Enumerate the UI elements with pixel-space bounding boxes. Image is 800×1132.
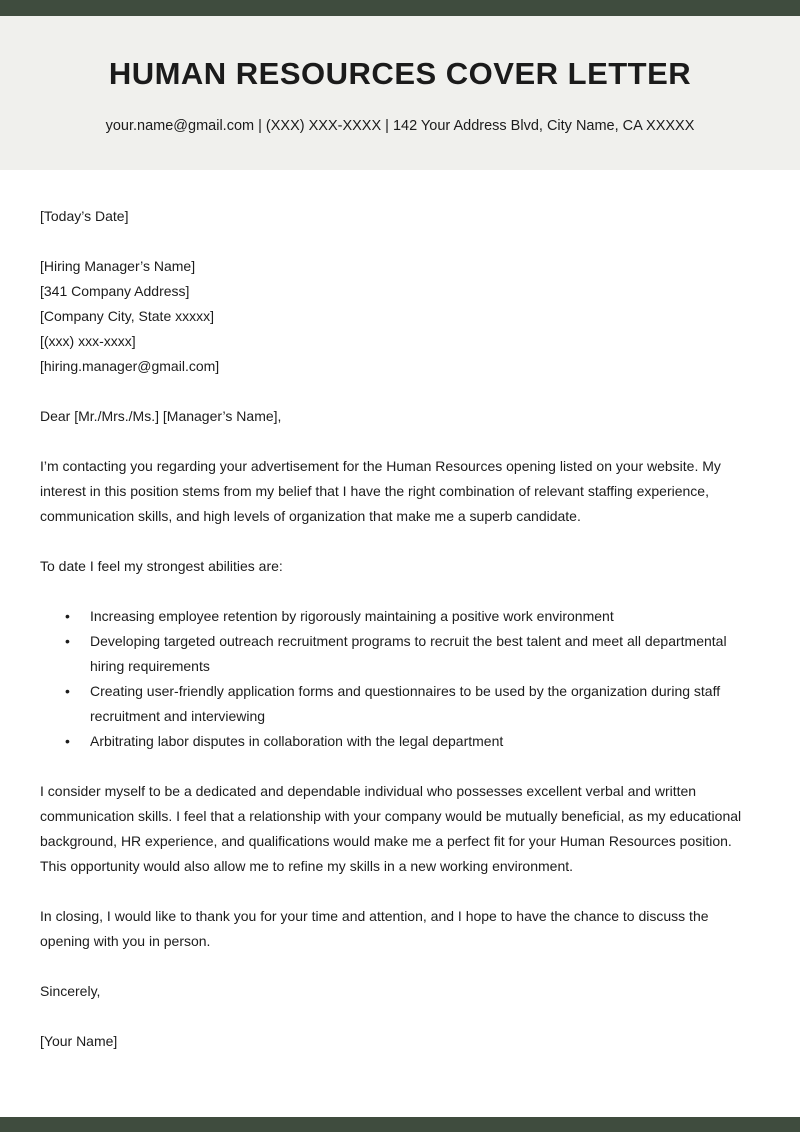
recipient-name: [Hiring Manager’s Name]	[40, 258, 196, 274]
list-item	[40, 679, 760, 729]
list-item	[40, 629, 760, 679]
abilities-lead: To date I feel my strongest abilities are:	[40, 558, 283, 574]
recipient-phone: [(xxx) xxx-xxxx]	[40, 333, 136, 349]
recipient-block	[40, 254, 760, 379]
bullet-text: Increasing employee retention by rigorously maintaining a positive work environment	[90, 608, 614, 624]
salutation: Dear [Mr./Mrs./Ms.] [Manager’s Name],	[40, 408, 282, 424]
page-title: HUMAN RESOURCES COVER LETTER	[108, 56, 692, 91]
date-line: [Today’s Date]	[40, 208, 129, 224]
recipient-address: [341 Company Address]	[40, 283, 190, 299]
top-accent-bar	[0, 0, 800, 16]
recipient-city-state: [Company City, State xxxxx]	[40, 308, 215, 324]
bullet-text: Arbitrating labor disputes in collaboration with the legal department	[90, 733, 504, 749]
recipient-email: [hiring.manager@gmail.com]	[40, 358, 220, 374]
letter-header	[0, 16, 800, 170]
bullet-icon: •	[65, 633, 70, 649]
paragraph-body: I consider myself to be a dedicated and dependable individual who possesses excellent verbal and written communication skills. I feel that a relationship with your company would be mutually beneficial, as my educational background, HR experience, and qualifications would make me a perfect fit for your Human Resources position. This opportunity would also allow me to refine my skills in a new working environment.	[40, 783, 742, 874]
abilities-list	[40, 604, 760, 754]
bullet-icon: •	[65, 733, 70, 749]
paragraph-closing: In closing, I would like to thank you for your time and attention, and I hope to have the chance to discuss the opening with you in person.	[40, 908, 709, 949]
signature-name: [Your Name]	[40, 1033, 118, 1049]
list-item	[40, 729, 760, 754]
bottom-accent-bar	[0, 1117, 800, 1132]
contact-info-line: your.name@gmail.com | (XXX) XXX-XXXX | 142 Your Address Blvd, City Name, CA XXXXX	[105, 118, 695, 134]
bullet-icon: •	[65, 608, 70, 624]
letter-body	[0, 170, 800, 1054]
list-item	[40, 604, 760, 629]
bullet-text: Creating user-friendly application forms and questionnaires to be used by the organization during staff recruitment and interviewing	[90, 683, 721, 724]
paragraph-intro: I’m contacting you regarding your advertisement for the Human Resources opening listed on your website. My interest in this position stems from my belief that I have the right combination of relevant staffing experience, communication skills, and high levels of organization that make me a superb candidate.	[40, 458, 721, 524]
bullet-icon: •	[65, 683, 70, 699]
bullet-text: Developing targeted outreach recruitment programs to recruit the best talent and meet all departmental hiring requirements	[90, 633, 727, 674]
signoff: Sincerely,	[40, 983, 101, 999]
